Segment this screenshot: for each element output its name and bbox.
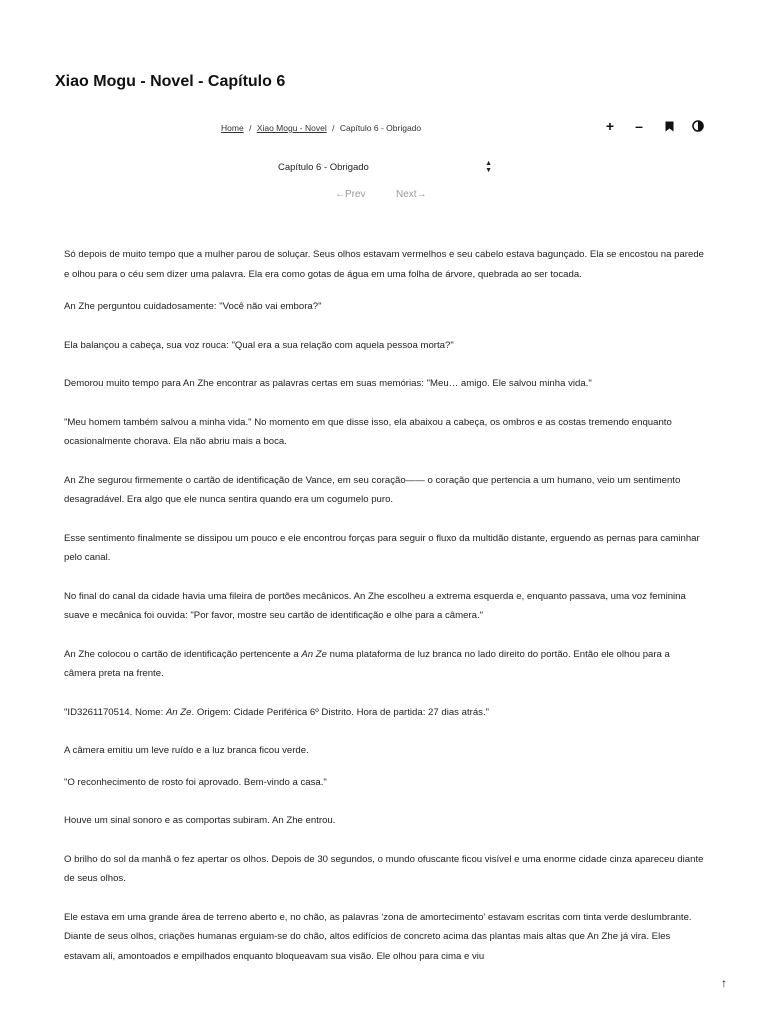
contrast-icon <box>692 120 704 132</box>
paragraph: "ID3261170514. Nome: An Ze. Origem: Cidade Periférica 6º Distrito. Hora de partida: 27 dias atrás." <box>64 706 490 718</box>
breadcrumb <box>221 123 421 133</box>
arrow-right-icon: → <box>416 189 427 200</box>
paragraph: O brilho do sol da manhã o fez apertar os olhos. Depois de 30 segundos, o mundo ofuscante ficou visível e uma enorme cidade cinza apareceu diante de seus olhos. <box>64 853 704 884</box>
breadcrumb-separator: / <box>249 123 252 133</box>
paragraph: An Zhe perguntou cuidadosamente: "Você não vai embora?" <box>64 301 322 312</box>
paragraph: Só depois de muito tempo que a mulher parou de soluçar. Seus olhos estavam vermelhos e seu cabelo estava bagunçado. Ela se encostou na parede e olhou para o céu sem dizer uma palavra. Ela era como gotas de água em uma folha de árvore, quebrada ao ser tocada. <box>64 249 704 280</box>
prev-label: Prev <box>345 189 366 200</box>
arrow-left-icon: ← <box>335 189 345 200</box>
paragraph: An Zhe colocou o cartão de identificação pertencente a An Ze numa plataforma de luz branca no lado direito do portão. Então ele olhou para a câmera preta na frente. <box>64 648 670 679</box>
paragraph: No final do canal da cidade havia uma fileira de portões mecânicos. An Zhe escolheu a extrema esquerda e, enquanto passava, uma voz feminina suave e mecânica foi ouvida: "Por favor, mostre seu cartão de identificação e olhe para a câmera." <box>64 590 686 621</box>
breadcrumb-novel-link[interactable]: Xiao Mogu - Novel <box>256 123 327 133</box>
paragraph: Esse sentimento finalmente se dissipou um pouco e ele encontrou forças para seguir o fluxo da multidão distante, erguendo as pernas para caminhar pelo canal. <box>64 532 700 563</box>
chapter-select[interactable] <box>270 157 500 177</box>
chapter-select-value: Capítulo 6 - Obrigado <box>278 161 369 173</box>
paragraph: "Meu homem também salvou a minha vida." No momento em que disse isso, ela abaixou a cabeça, os ombros e as costas tremendo enquanto ocasionalmente chorava. Ela não abriu mais a boca. <box>64 416 672 447</box>
breadcrumb-separator: / <box>332 123 335 133</box>
bookmark-icon <box>665 121 674 132</box>
breadcrumb-current: Capítulo 6 - Obrigado <box>339 123 422 133</box>
chevron-up-down-icon: ▲ ▼ <box>485 160 492 174</box>
chapter-content <box>64 245 704 966</box>
page-title: Xiao Mogu - Novel - Capítulo 6 <box>55 73 286 90</box>
paragraph: Ele estava em uma grande área de terreno aberto e, no chão, as palavras 'zona de amortecimento' estavam escritas com tinta verde deslumbrante. Diante de seus olhos, criações humanas erguiam-se do chão, altos edifícios de concreto acima das plantas mais altas que An Zhe já vira. Eles estavam ali, amontoados e empilhados enquanto bloqueavam sua visão. Ele olhou para cima e viu <box>64 911 692 962</box>
paragraph: Demorou muito tempo para An Zhe encontrar as palavras certas em suas memórias: "Meu… amigo. Ele salvou minha vida." <box>64 378 592 389</box>
emphasis: An Ze <box>165 706 192 718</box>
next-label: Next <box>396 189 417 200</box>
increase-font-button[interactable]: + <box>605 118 615 134</box>
theme-toggle-button[interactable] <box>688 116 708 136</box>
reader-toolbar <box>598 116 718 136</box>
emphasis: An Ze <box>301 648 327 660</box>
paragraph: Houve um sinal sonoro e as comportas subiram. An Zhe entrou. <box>64 815 336 826</box>
prev-chapter-button[interactable] <box>335 189 366 200</box>
breadcrumb-home-link[interactable]: Home <box>221 123 244 133</box>
next-chapter-button[interactable] <box>396 189 427 200</box>
paragraph: Ela balançou a cabeça, sua voz rouca: "Qual era a sua relação com aquela pessoa morta?" <box>64 339 454 351</box>
arrow-up-icon: ↑ <box>721 976 727 990</box>
bookmark-button[interactable] <box>659 116 679 136</box>
scroll-to-top-button[interactable] <box>716 975 732 991</box>
paragraph: An Zhe segurou firmemente o cartão de identificação de Vance, em seu coração—— o coração que pertencia a um humano, veio um sentimento desagradável. Era algo que ele nunca sentira quando era um cogumelo puro. <box>64 474 681 505</box>
paragraph: "O reconhecimento de rosto foi aprovado. Bem-vindo a casa." <box>64 776 327 788</box>
decrease-font-button[interactable]: – <box>635 118 643 134</box>
paragraph: A câmera emitiu um leve ruído e a luz branca ficou verde. <box>64 745 309 756</box>
